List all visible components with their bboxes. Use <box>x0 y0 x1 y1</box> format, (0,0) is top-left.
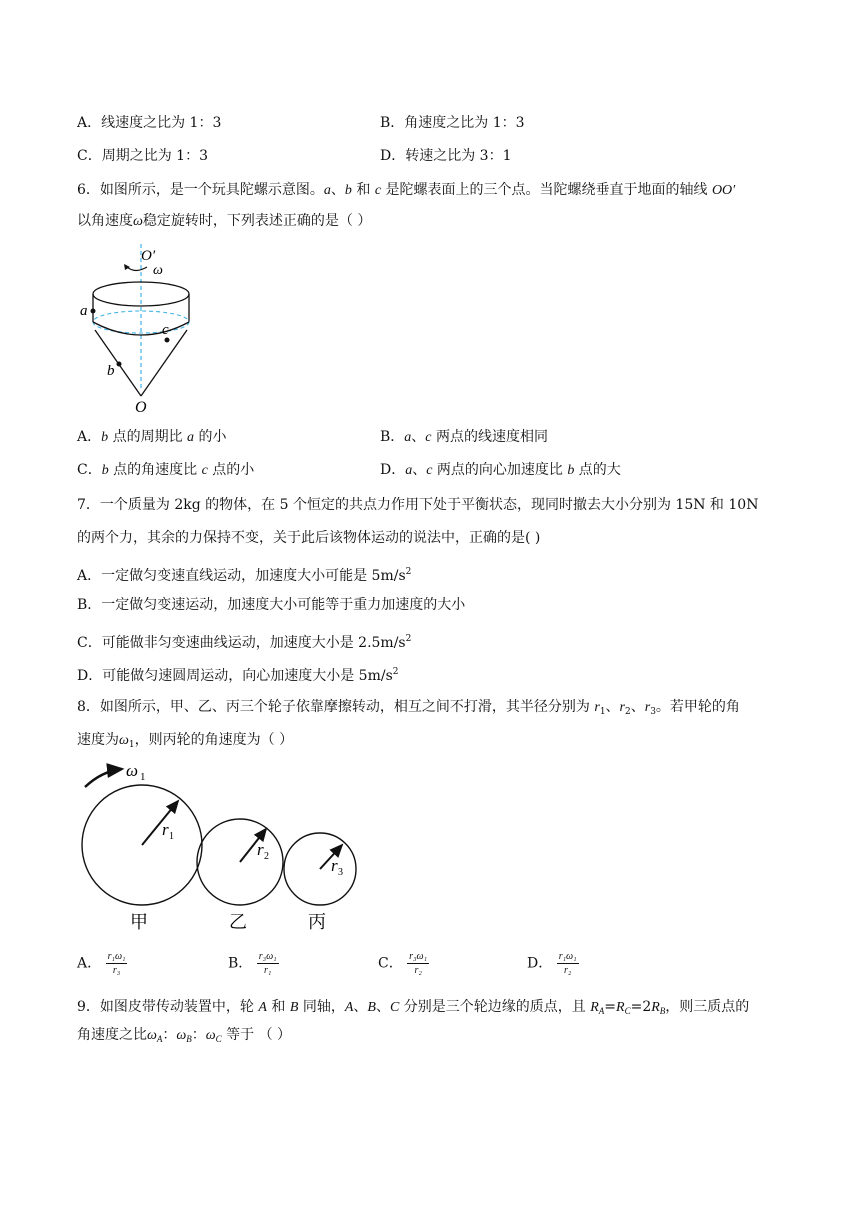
q8-option-b: B． $\frac{\text{r₃ω₁}}{\text{r₁}}$ <box>228 951 277 976</box>
q7-option-a: A．一定做匀变速直线运动，加速度大小可能是 $5m/s^2$ <box>77 567 412 584</box>
label-bing: 丙 <box>308 912 326 933</box>
svg-text:r: r <box>162 820 169 839</box>
q8-option-a: A． $\frac{\text{r₁ω₁}}{\text{r₃}}$ <box>77 951 126 976</box>
q5-option-b: B．角速度之比为 1：3 <box>380 115 525 131</box>
svg-text:r: r <box>257 840 264 859</box>
q6-option-a: A．b 点的周期比 a 的小 <box>77 429 227 445</box>
label-o-prime: O′ <box>141 248 156 264</box>
label-c: c <box>162 322 169 338</box>
point-b <box>117 362 122 367</box>
q7-option-b: B．一定做匀变速运动，加速度大小可能等于重力加速度的大小 <box>77 597 466 613</box>
svg-text:1: 1 <box>140 771 146 783</box>
label-omega1: ω <box>126 761 139 780</box>
point-c <box>165 338 170 343</box>
q6-stem-line1: 6．如图所示，是一个玩具陀螺示意图。a、b 和 c 是陀螺表面上的三个点。当陀螺绕垂直于地面的轴线 OO′ <box>77 182 736 198</box>
label-omega: ω <box>153 263 163 278</box>
q7-stem-line1: 7．一个质量为 2kg 的物体，在 5 个恒定的共点力作用下处于平衡状态，现同时撤去大小分别为 15N 和 10N <box>77 497 759 513</box>
q6-option-c: C．b 点的角速度比 c 点的小 <box>77 462 255 478</box>
svg-text:1: 1 <box>169 831 174 842</box>
q5-option-d: D．转速之比为 3：1 <box>380 148 512 164</box>
q7-option-d: D．可能做匀速圆周运动，向心加速度大小是 $5m/s^2$ <box>77 667 399 684</box>
q9-stem-line2: 角速度之比$\omega_A$：$\omega_B$：$\omega_C$ 等于 （ ） <box>77 1027 292 1044</box>
q7-stem-line2: 的两个力，其余的力保持不变，关于此后该物体运动的说法中，正确的是( ) <box>77 530 541 546</box>
q9-stem-line1: 9．如图皮带传动装置中，轮 A 和 B 同轴，A、B、C 分别是三个轮边缘的质点，且 $R_A=R_C=2R_B$，则三质点的 <box>77 999 750 1016</box>
q8-stem-line2: 速度为$\omega_1$，则丙轮的角速度为（ ） <box>77 732 294 750</box>
q8-wheels-figure <box>76 757 366 937</box>
svg-text:3: 3 <box>338 867 343 878</box>
q6-option-b: B．a、c 两点的线速度相同 <box>380 429 548 445</box>
q7-option-c: C．可能做非匀变速曲线运动，加速度大小是 $2.5m/s^2$ <box>77 634 412 651</box>
label-yi: 乙 <box>229 912 247 933</box>
q8-stem-line1: 8．如图所示，甲、乙、丙三个轮子依靠摩擦转动，相互之间不打滑，其半径分别为 $r_1$、$r_2$、$r_3$。若甲轮的角 <box>77 699 740 717</box>
omega1-arrow <box>85 769 122 787</box>
q5-option-a: A．线速度之比为 1：3 <box>77 115 222 131</box>
svg-text:2: 2 <box>264 851 269 862</box>
label-a: a <box>80 303 88 319</box>
label-jia: 甲 <box>130 912 148 933</box>
rotation-arrow <box>127 267 147 271</box>
svg-text:r: r <box>331 856 338 875</box>
label-o: O <box>135 399 147 415</box>
point-a <box>91 309 96 314</box>
label-b: b <box>107 363 115 379</box>
q6-top-figure <box>75 240 195 415</box>
q6-stem-line2: 以角速度ω稳定旋转时，下列表述正确的是（ ） <box>77 213 372 229</box>
q5-option-c: C．周期之比为 1：3 <box>77 148 208 164</box>
q8-option-d: D． $\frac{\text{r₁ω₁}}{\text{r₂}}$ <box>527 951 577 976</box>
q8-option-c: C． $\frac{\text{r₃ω₁}}{\text{r₂}}$ <box>378 951 428 976</box>
q6-option-d: D．a、c 两点的向心加速度比 b 点的大 <box>380 462 621 478</box>
